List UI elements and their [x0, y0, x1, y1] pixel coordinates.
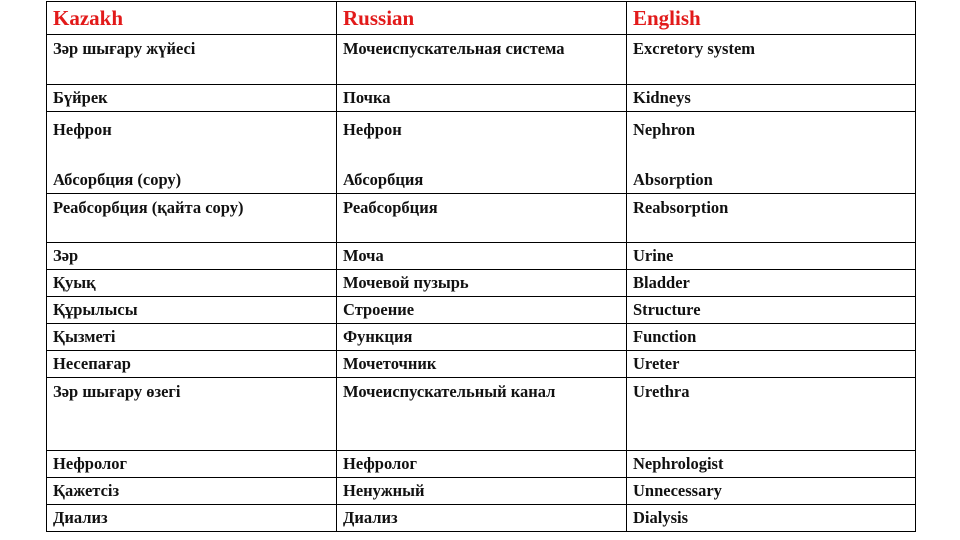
cell-russian	[337, 243, 627, 270]
cell-russian	[337, 112, 627, 194]
cell-text: Dialysis	[633, 508, 689, 527]
cell-text: Реабсорбция (қайта сору)	[53, 198, 244, 217]
table-row	[47, 478, 916, 505]
cell-kazakh	[47, 85, 337, 112]
cell-text: Unnecessary	[633, 481, 722, 500]
cell-english	[627, 35, 916, 85]
cell-text: Строение	[343, 300, 415, 319]
cell-kazakh	[47, 194, 337, 243]
cell-russian	[337, 378, 627, 451]
cell-text: Почка	[343, 88, 391, 107]
cell-russian	[337, 505, 627, 532]
cell-kazakh	[47, 243, 337, 270]
table-row	[47, 270, 916, 297]
cell-russian	[337, 324, 627, 351]
cell-text: Нефролог	[53, 454, 127, 473]
cell-russian	[337, 297, 627, 324]
cell-text: Диализ	[53, 508, 108, 527]
cell-text: Зәр шығару өзегі	[53, 382, 181, 401]
cell-russian	[337, 351, 627, 378]
cell-kazakh	[47, 378, 337, 451]
cell-text: Қуық	[53, 273, 96, 292]
cell-text: Ureter	[633, 354, 680, 373]
cell-text: Function	[633, 327, 697, 346]
cell-text: Мочеточник	[343, 354, 437, 373]
cell-english	[627, 243, 916, 270]
cell-russian	[337, 85, 627, 112]
cell-text: Urine	[633, 246, 674, 265]
cell-text: Функция	[343, 327, 413, 346]
cell-russian	[337, 194, 627, 243]
cell-english	[627, 478, 916, 505]
cell-kazakh	[47, 505, 337, 532]
header-russian: Russian	[337, 2, 627, 35]
cell-text: Қажетсіз	[53, 481, 120, 500]
cell-text: Urethra	[633, 382, 690, 401]
cell-russian	[337, 451, 627, 478]
cell-english	[627, 505, 916, 532]
cell-kazakh	[47, 35, 337, 85]
cell-kazakh	[47, 112, 337, 194]
cell-english	[627, 351, 916, 378]
cell-kazakh	[47, 270, 337, 297]
cell-russian	[337, 478, 627, 505]
cell-text: Несепағар	[53, 354, 131, 373]
table-row	[47, 324, 916, 351]
cell-english	[627, 194, 916, 243]
cell-text: Құрылысы	[53, 300, 138, 319]
cell-kazakh	[47, 324, 337, 351]
cell-english	[627, 85, 916, 112]
cell-english	[627, 451, 916, 478]
cell-text: Excretory system	[633, 39, 756, 58]
table-row	[47, 351, 916, 378]
cell-english	[627, 112, 916, 194]
cell-text: Bladder	[633, 273, 690, 292]
cell-english	[627, 378, 916, 451]
cell-russian	[337, 270, 627, 297]
table-row	[47, 297, 916, 324]
cell-text: Диализ	[343, 508, 398, 527]
cell-english	[627, 270, 916, 297]
cell-text: Kidneys	[633, 88, 691, 107]
header-row	[47, 2, 916, 35]
cell-text: Зәр шығару жүйесі	[53, 39, 196, 58]
cell-text: Nephron Absorption	[633, 120, 713, 189]
cell-text: Ненужный	[343, 481, 425, 500]
cell-russian	[337, 35, 627, 85]
header-kazakh: Kazakh	[47, 2, 337, 35]
cell-kazakh	[47, 451, 337, 478]
cell-text: Мочеиспускательный канал	[343, 382, 556, 401]
cell-text: Қызметі	[53, 327, 116, 346]
cell-english	[627, 324, 916, 351]
cell-text: Бүйрек	[53, 88, 108, 107]
cell-english	[627, 297, 916, 324]
table-row	[47, 451, 916, 478]
table-row	[47, 85, 916, 112]
cell-text: Мочеиспускательная система	[343, 39, 565, 58]
cell-text: Reabsorption	[633, 198, 729, 217]
cell-text: Моча	[343, 246, 384, 265]
table-row	[47, 112, 916, 194]
cell-text: Нефрон Абсорбция (сору)	[53, 120, 182, 189]
cell-kazakh	[47, 297, 337, 324]
cell-text: Реабсорбция	[343, 198, 438, 217]
cell-text: Нефролог	[343, 454, 417, 473]
table-row	[47, 35, 916, 85]
cell-text: Зәр	[53, 246, 79, 265]
table-row	[47, 505, 916, 532]
table-row	[47, 243, 916, 270]
header-english: English	[627, 2, 916, 35]
cell-text: Structure	[633, 300, 701, 319]
table-row	[47, 194, 916, 243]
table-row	[47, 378, 916, 451]
cell-text: Nephrologist	[633, 454, 724, 473]
table-body	[47, 35, 916, 532]
cell-text: Нефрон Абсорбция	[343, 120, 424, 189]
vocabulary-table	[46, 1, 916, 532]
cell-text: Мочевой пузырь	[343, 273, 469, 292]
cell-kazakh	[47, 478, 337, 505]
table-header	[47, 2, 916, 35]
cell-kazakh	[47, 351, 337, 378]
